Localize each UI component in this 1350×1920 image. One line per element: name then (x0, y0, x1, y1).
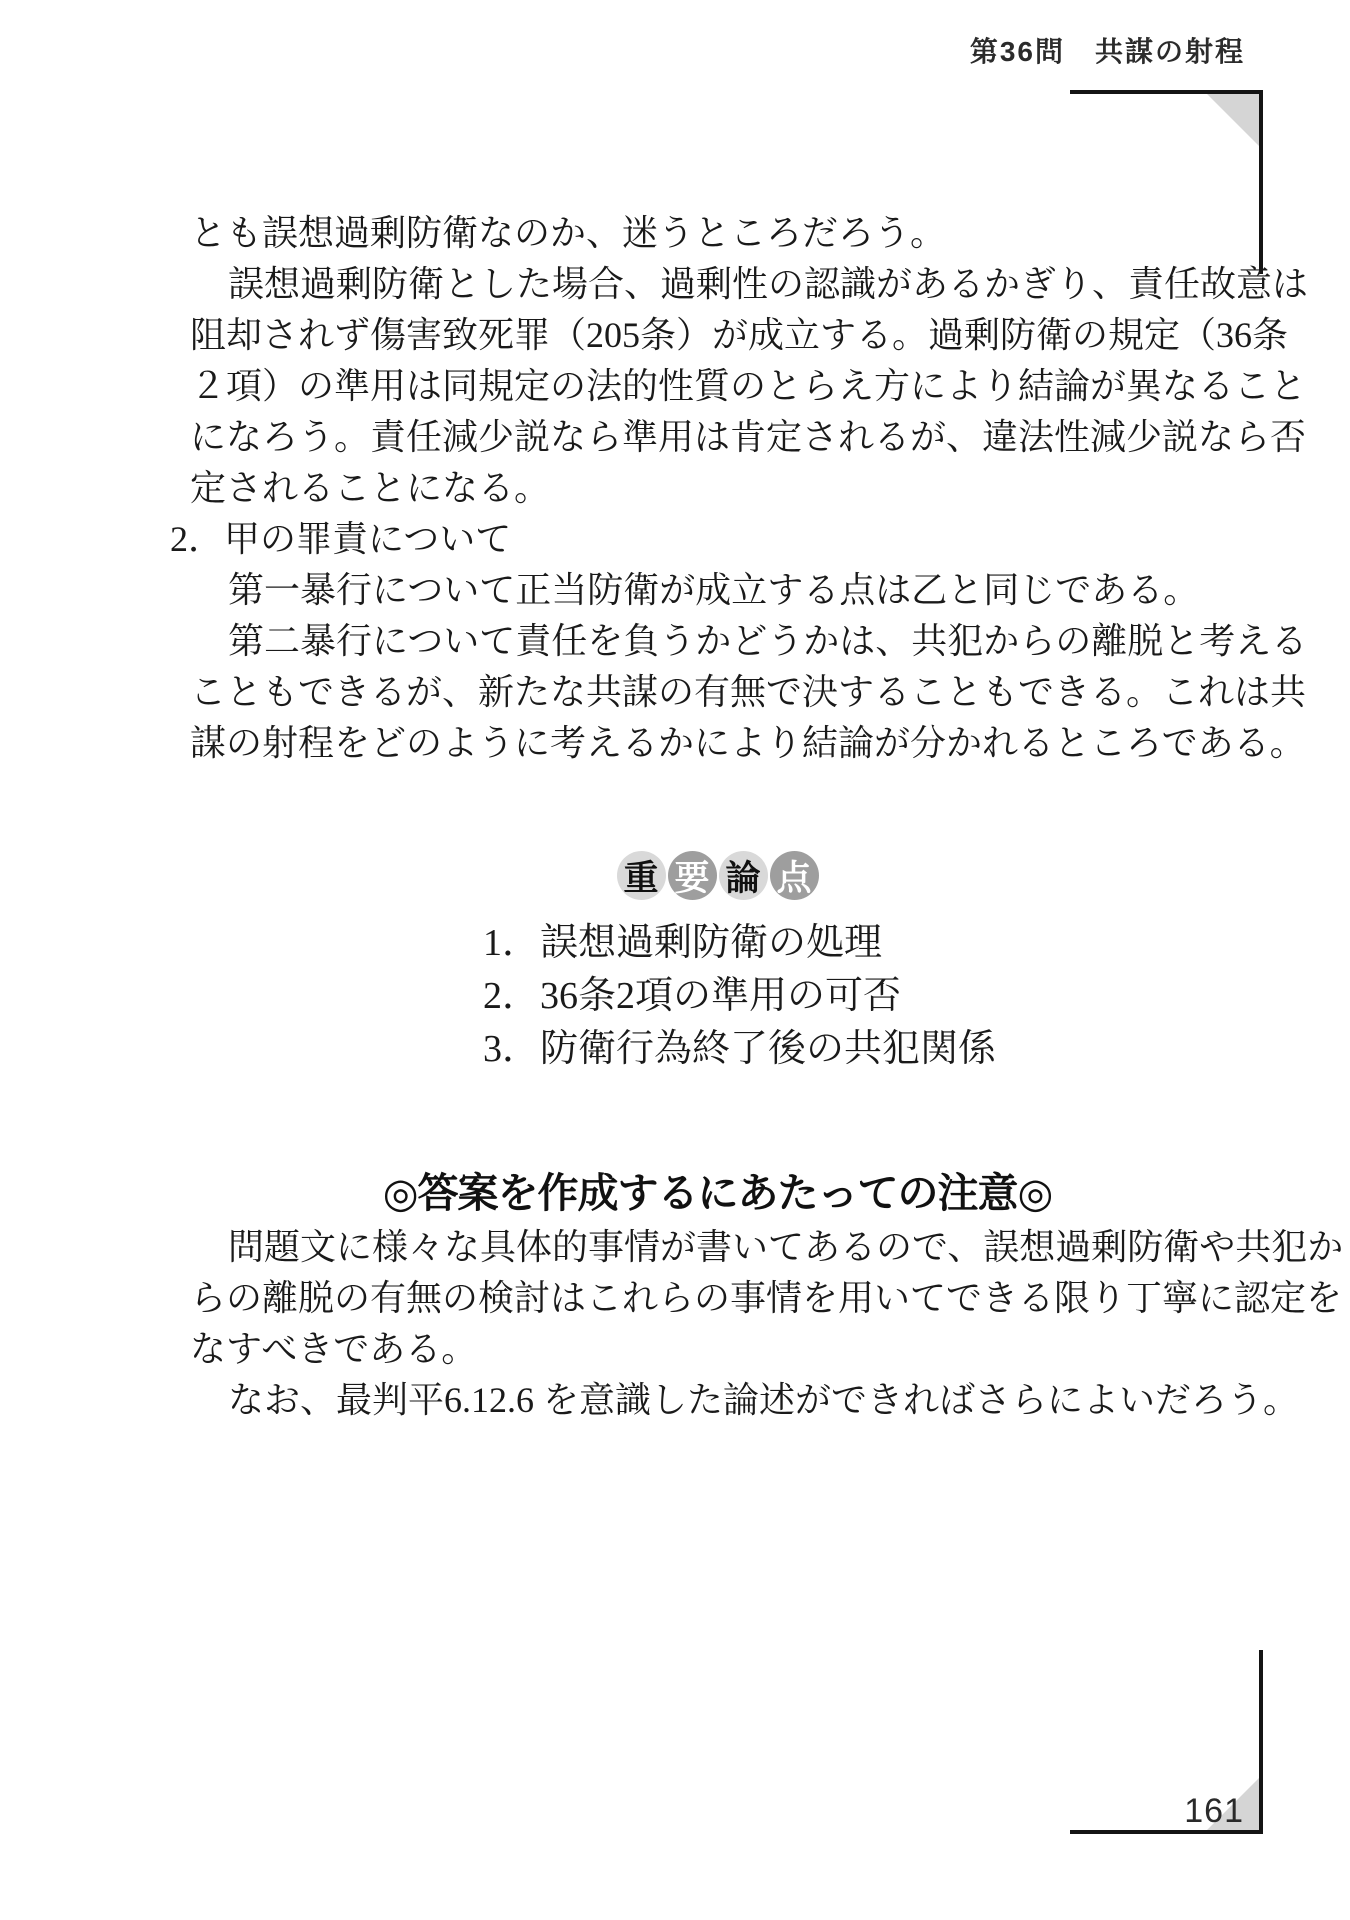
section-heading: 2．甲の罪責について (170, 519, 512, 559)
badge-circle: 点 (770, 851, 819, 900)
body-line: とも誤想過剰防衛なのか、迷うところだろう。 (190, 213, 947, 253)
notes-heading: ◎答案を作成するにあたっての注意◎ (382, 1170, 1053, 1216)
page-number: 161 (1184, 1792, 1244, 1830)
body-line: 阻却されず傷害致死罪（205条）が成立する。過剰防衛の規定（36条 (190, 315, 1289, 355)
key-points-badge (170, 851, 1265, 900)
body-line: なすべきである。 (190, 1329, 478, 1369)
body-line: 第二暴行について責任を負うかどうかは、共犯からの離脱と考える (228, 621, 1308, 661)
notes-text-block (170, 1222, 1344, 1426)
top-corner-horizontal-rule (1070, 90, 1263, 94)
bottom-corner-vertical-rule (1259, 1650, 1263, 1834)
body-line: になろう。責任減少説なら準用は肯定されるが、違法性減少説なら否 (190, 417, 1307, 457)
body-line: なお、最判平6.12.6 を意識した論述ができればさらによいだろう。 (228, 1380, 1300, 1420)
body-line: らの離脱の有無の検討はこれらの事情を用いてできる限り丁寧に認定を (190, 1278, 1343, 1318)
key-point-item: 2．36条2項の準用の可否 (483, 975, 902, 1017)
body-line: 定されることになる。 (190, 468, 551, 508)
badge-circle: 論 (719, 851, 768, 900)
body-line: 誤想過剰防衛とした場合、過剰性の認識があるかぎり、責任故意は (228, 264, 1309, 304)
badge-circle: 要 (668, 851, 717, 900)
body-line: 謀の射程をどのように考えるかにより結論が分かれるところである。 (190, 723, 1306, 763)
key-point-item: 1．誤想過剰防衛の処理 (483, 922, 883, 964)
body-line: こともできるが、新たな共謀の有無で決することもできる。これは共 (190, 672, 1307, 712)
body-line: 問題文に様々な具体的事情が書いてあるので、誤想過剰防衛や共犯か (228, 1227, 1344, 1267)
main-text-block (170, 208, 1309, 769)
badge-circle: 重 (617, 851, 666, 900)
top-corner-triangle (1207, 94, 1259, 146)
body-line: ２項）の準用は同規定の法的性質のとらえ方により結論が異なること (190, 366, 1307, 406)
running-head: 第36問 共謀の射程 (969, 36, 1245, 67)
key-point-item: 3．防衛行為終了後の共犯関係 (483, 1028, 997, 1070)
key-points-list (483, 917, 996, 1076)
body-line: 第一暴行について正当防衛が成立する点は乙と同じである。 (228, 570, 1200, 610)
